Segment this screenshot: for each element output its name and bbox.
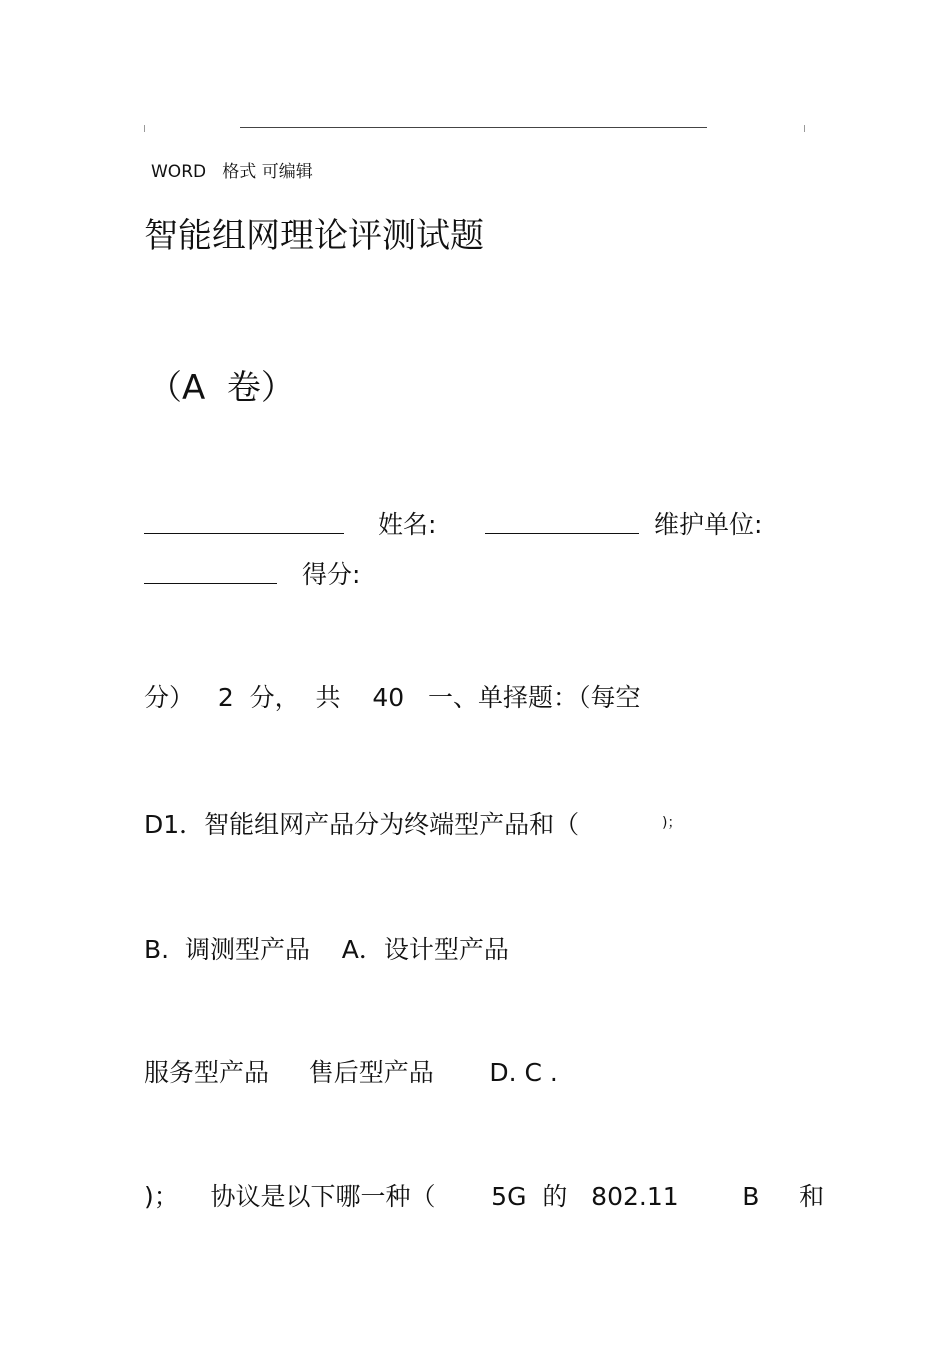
blank-line-unit: [144, 583, 277, 584]
section-heading: 分） 2 分， 共 40 一、单择题：（每空: [144, 683, 641, 712]
document-title: 智能组网理论评测试题: [144, 216, 484, 256]
header-corner-mark-left: [144, 125, 145, 132]
question-2-line: )； 协议是以下哪一种（ 5G 的 802.11 B 和: [144, 1182, 825, 1211]
question-1-options-2: 服务型产品 售后型产品 D. C .: [144, 1058, 558, 1087]
unit-label: 维护单位:: [654, 510, 763, 539]
header-corner-mark-right: [804, 125, 805, 132]
document-subtitle: （A 卷）: [148, 368, 295, 408]
name-label: 姓名:: [378, 510, 437, 539]
question-1-options-1: B. 调测型产品 A．设计型产品: [144, 935, 509, 964]
blank-line-name: [485, 533, 639, 534]
header-text: WORD 格式 可编辑: [151, 162, 313, 182]
blank-line-1: [144, 533, 344, 534]
question-1-stem: D1．智能组网产品分为终端型产品和（: [144, 810, 580, 839]
header-rule: [240, 127, 707, 128]
question-1-stem-end: )；: [662, 815, 682, 831]
score-label: 得分:: [302, 560, 361, 589]
